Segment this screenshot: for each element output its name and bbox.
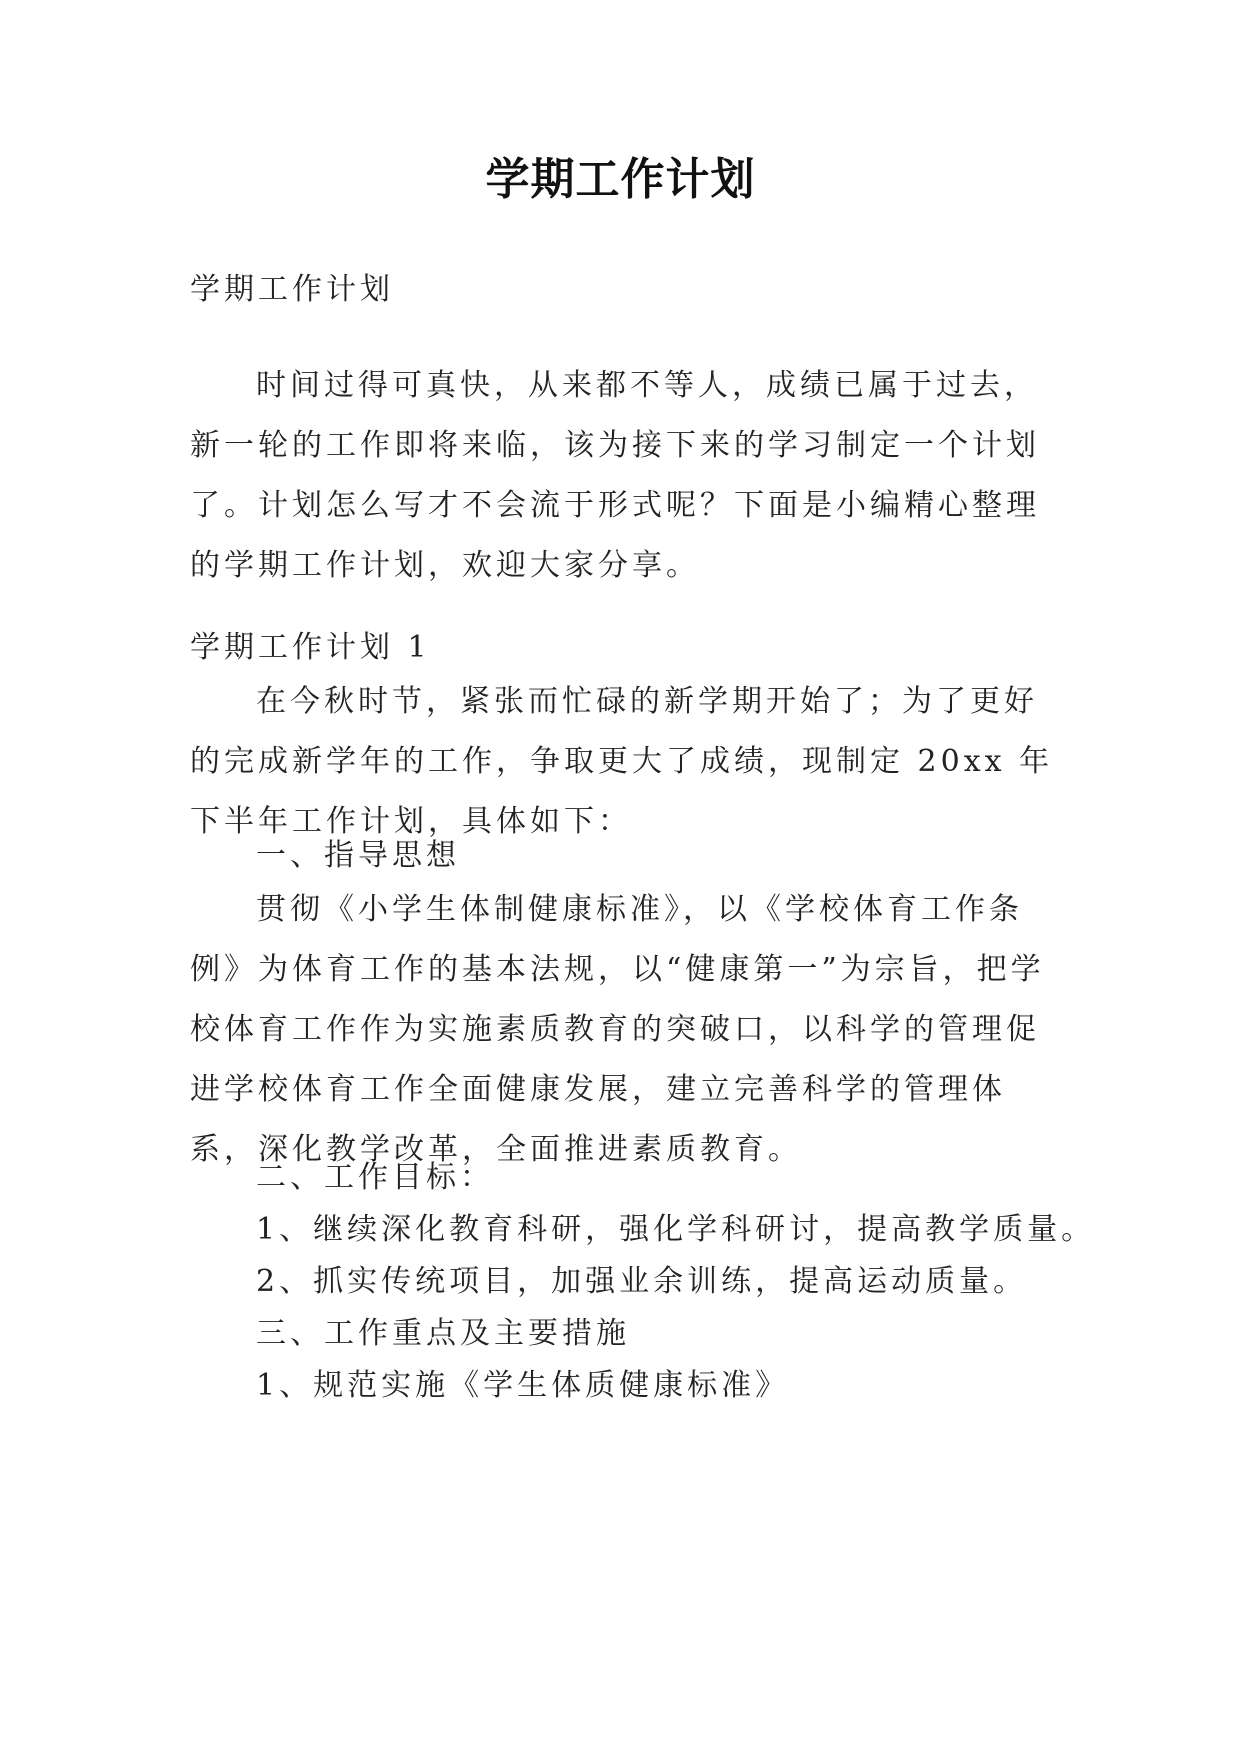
plan-1-opening-paragraph: 在今秋时节，紧张而忙碌的新学期开始了；为了更好的完成新学年的工作，争取更大了成绩，现制定 20xx 年下半年工作计划，具体如下： [190,684,1054,839]
section-heading-work-goals: 二、工作目标： [256,1160,494,1195]
measure-item: 1、规范实施《学生体质健康标准》 [256,1368,790,1403]
document-title: 学期工作计划 [485,154,756,205]
section-heading-key-measures: 三、工作重点及主要措施 [256,1316,630,1351]
document-subtitle: 学期工作计划 [190,272,394,307]
plan-1-heading: 学期工作计划 1 [190,630,431,665]
guiding-ideology-paragraph: 贯彻《小学生体制健康标准》，以《学校体育工作条例》为体育工作的基本法规，以“健康第一”为宗旨，把学校体育工作作为实施素质教育的突破口，以科学的管理促进学校体育工作全面健康发展，建立完善科学的管理体系，深化教学改革，全面推进素质教育。 [190,892,1045,1167]
work-goal-item: 2、抓实传统项目，加强业余训练，提高运动质量。 [256,1264,1028,1299]
work-goal-item: 1、继续深化教育科研，强化学科研讨，提高教学质量。 [256,1212,1096,1247]
section-heading-guiding-ideology: 一、指导思想 [256,838,460,873]
intro-paragraph: 时间过得可真快，从来都不等人，成绩已属于过去，新一轮的工作即将来临，该为接下来的学习制定一个计划了。计划怎么写才不会流于形式呢？下面是小编精心整理的学期工作计划，欢迎大家分享。 [190,368,1040,583]
